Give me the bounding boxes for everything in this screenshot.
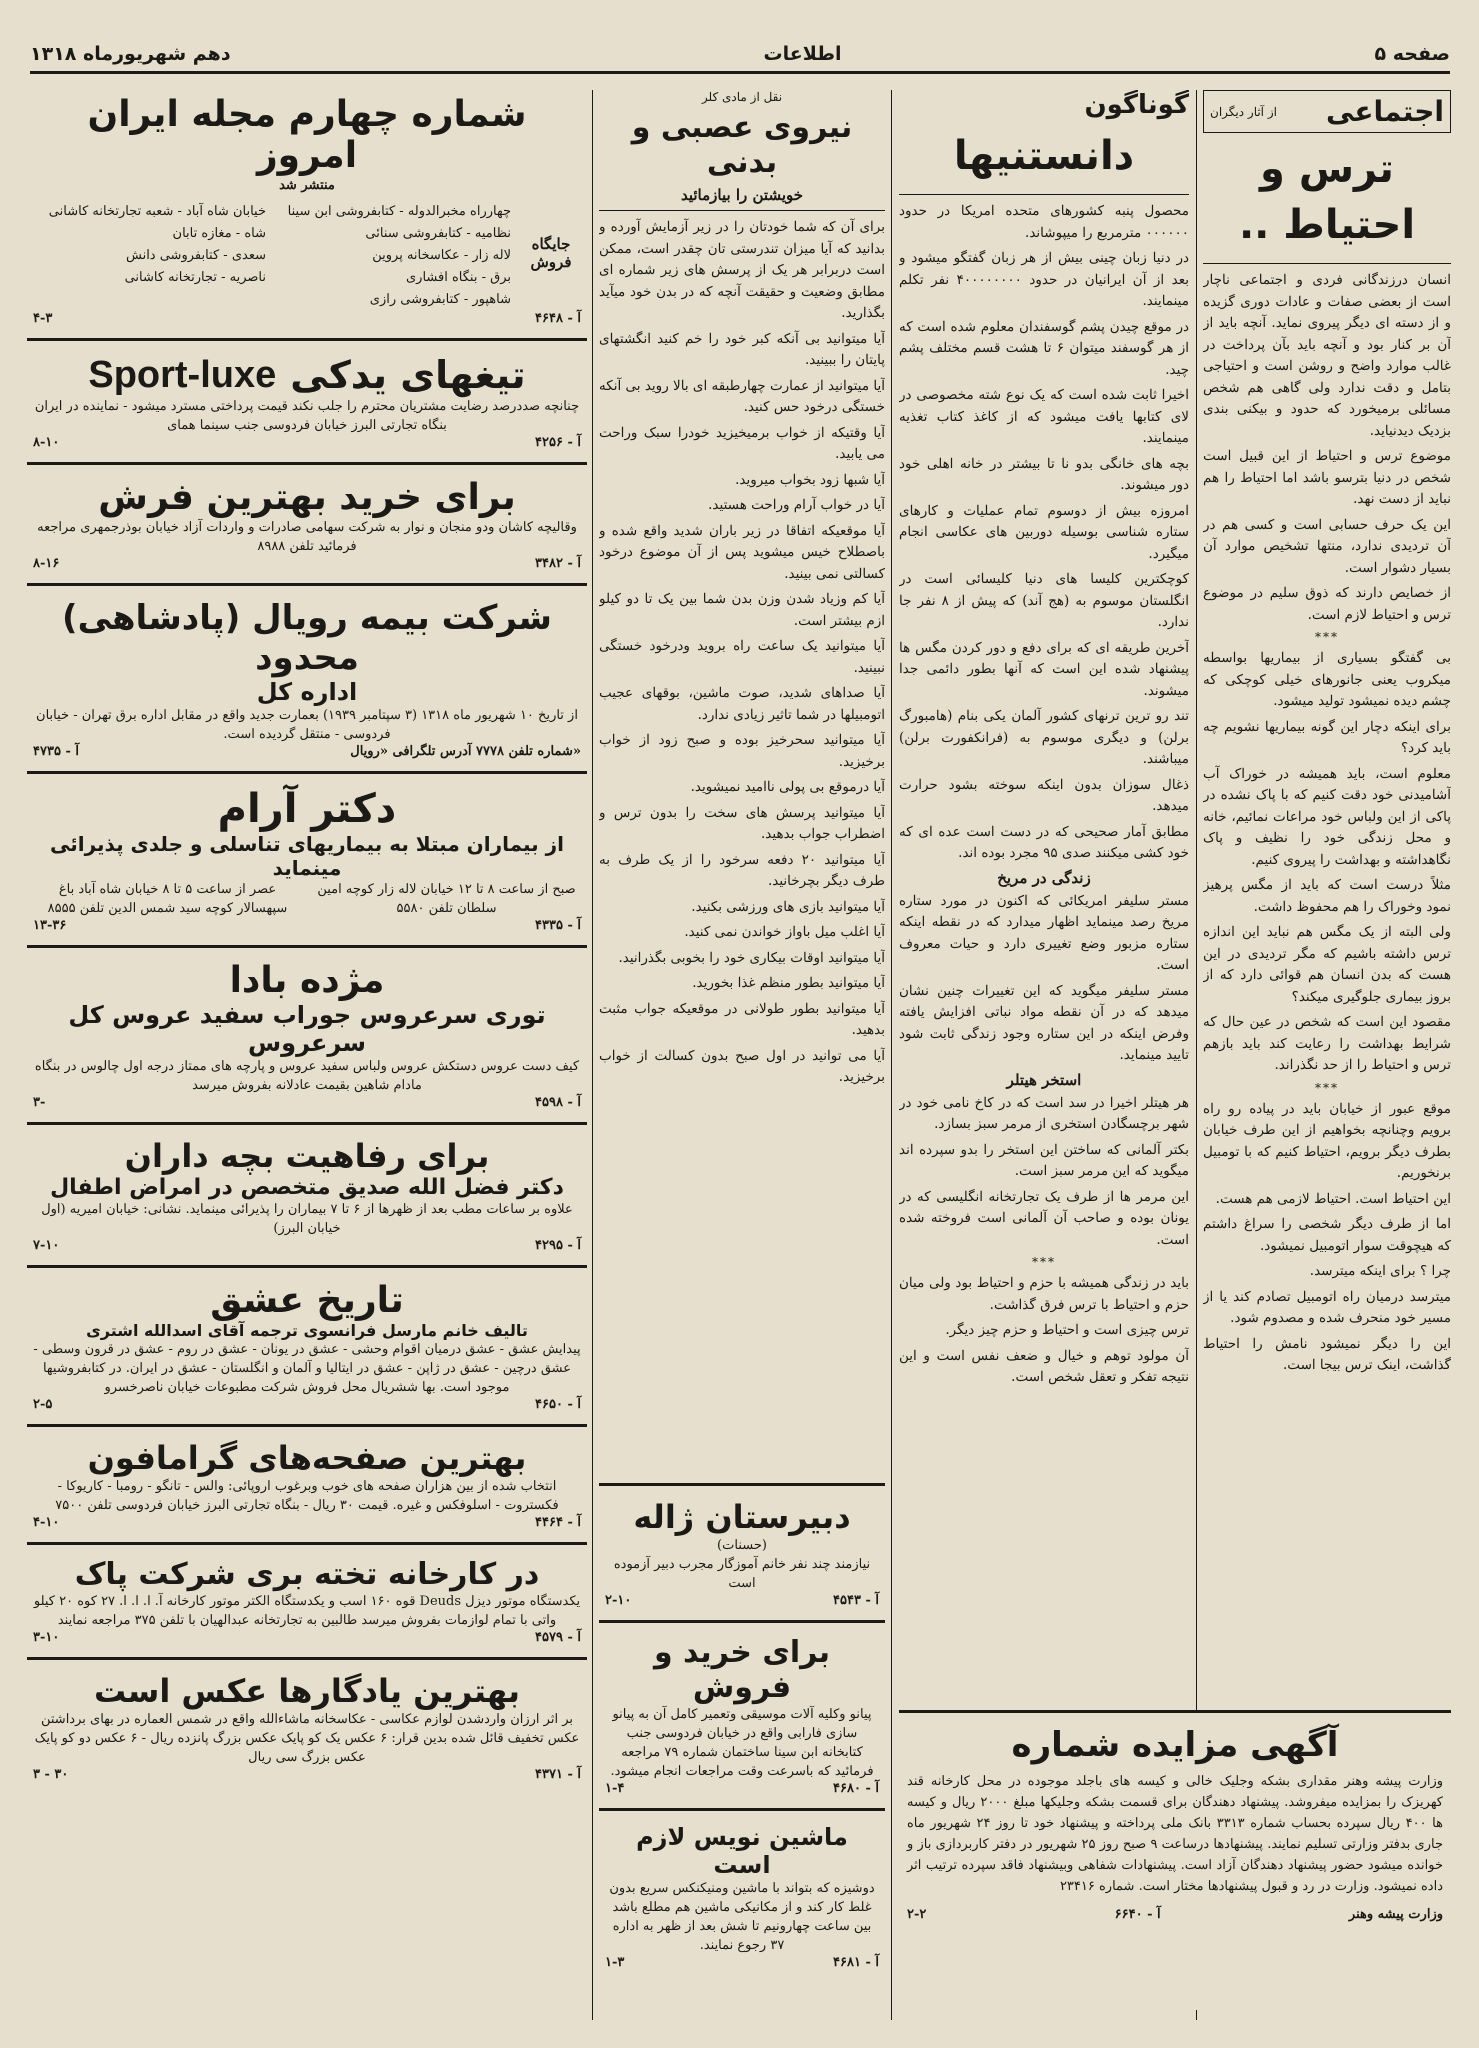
fact-paragraph: آن مولود توهم و خیال و ضعف نفس است و این نتیجه تفکر و تعقل شخص است. xyxy=(899,1347,1189,1385)
article-paragraph: موقع عبور از خیابان باید در پیاده رو راه برویم وچنانچه بخواهیم از این طرف خیابان بطرف دیگر برویم، احتیاط کنیم که با تومبیل برنخوریم. xyxy=(1203,1100,1451,1181)
ad-ref: ۴-۳ xyxy=(33,311,53,326)
ad-text: علاوه بر ساعات مطب بعد از ظهرها از ۶ تا ۷ بیماران را پذیرائی مینماید. نشانی: خیابان امیریه (اول خیابان البرز) xyxy=(41,1202,573,1236)
ad-text: بر اثر ارزان واردشدن لوازم عکاسی - عکاسخانه ماشاءالله واقع در شمس العماره در بهای برداشتن عکس تخفیف قائل شده بدین قرار: ۶ عکس یک کو پایک عکس بزرگ پانزده ریال - ۶ عکس دو کو پایک عکس بزرگ سی ریال xyxy=(34,1712,580,1765)
article-paragraph: بی گفتگو بسیاری از بیماریها بواسطه میکروب یعنی جانورهای خیلی کوچکی که چشم دیده نمیشود تولید میشود. xyxy=(1203,650,1451,709)
fact-paragraph: تند رو ترین ترنهای کشور آلمان یکی بنام (هامبورگ برلن) و دیگری موسوم به (فرانکفورت برلن) میباشند. xyxy=(899,708,1189,767)
masthead xyxy=(30,44,1450,74)
outlet: نظامیه - کتابفروشی سنائی xyxy=(365,226,511,241)
page-label: صفحه ۵ xyxy=(1374,43,1450,65)
ad-ref: ۲-۵ xyxy=(33,1397,53,1412)
outlet: خیابان شاه آباد - شعبه تجارتخانه کاشانی xyxy=(48,204,266,219)
ad-ref: ۲-۱۰ xyxy=(605,1593,632,1608)
auction-code: آ - ۶۶۴۰ xyxy=(1114,1907,1161,1922)
ad-code: آ - ۴۵۹۸ xyxy=(535,1095,581,1110)
ad-code: آ - ۴۲۹۵ xyxy=(535,1238,581,1253)
ad-sport-luxe xyxy=(27,349,587,454)
ad-carpet xyxy=(27,473,587,575)
article-paragraph: مثلاً درست است که باید از مگس پرهیز نمود وخوراک را هم محفوظ داشت. xyxy=(1203,877,1451,915)
fact-paragraph: کوچکترین کلیسا های دنیا کلیسائی است در انگلستان موسوم به (هج آند) که پیش از ۸ نفر جا ندارد. xyxy=(899,571,1189,630)
ad-title: برای رفاهیت بچه داران xyxy=(124,1137,490,1175)
auction-notice xyxy=(899,1710,1451,2010)
ad-title: شرکت بیمه رویال (پادشاهی) محدود xyxy=(62,598,552,678)
question: آیا صداهای شدید، صوت ماشین، بوقهای عجیب اتومبیلها در شما تاثیر زیادی ندارد. xyxy=(599,685,885,723)
question: آیا وقتیکه از خواب برمیخیزید خودرا سبک وراحت می یابید. xyxy=(599,424,885,462)
outlet: سعدی - کتابفروشی دانش xyxy=(126,248,266,263)
question: آیا شبها زود بخواب میروید. xyxy=(735,471,885,488)
ad-code: آ - ۴۲۵۶ xyxy=(535,435,581,450)
article-paragraph: ولی البته از یک مگس هم نباید این اندازه ترس داشته باشیم که مگر تردیدی در این هست که بدن انسان هم قوائی دارد که از بروز بیماری جلوگیری میکند؟ xyxy=(1203,924,1451,1005)
outlet: شاه - مغازه تابان xyxy=(172,226,266,241)
ad-phone: شماره تلفن ۷۷۷۸ آدرس تلگرافی «رویال» xyxy=(350,744,581,759)
fact-paragraph: بچه های خانگی بدو نا تا بیشتر در خانه اهلی خود دور میشوند. xyxy=(899,455,1189,493)
subheading: استخر هیتلر xyxy=(1006,1070,1082,1089)
question: آیا کم وزیاد شدن وزن بدن شما بین یک تا دو کیلو ازم بیشتر است. xyxy=(599,591,885,629)
ad-royal-insurance xyxy=(27,594,587,763)
fact-paragraph: بکتر آلمانی که ساختن این استخر را بدو سپرده اند میگوید که این مرمر سبز است. xyxy=(899,1141,1189,1179)
outlet: شاهپور - کتابفروشی رازی xyxy=(369,292,511,307)
ad-text: یکدستگاه موتور دیزل Deuds قوه ۱۶۰ اسب و یکدستگاه الکتر موتور کارخانه آ. ا. ا. ا. ۲۷ کوه ۲۰ کیلو واتی با تمام لوازمات بفروش میرسد طالبین به تجارتخانه عبدالهیان با تلفن ۳۷۵ مراجعه نمایند xyxy=(33,1594,581,1628)
fact-paragraph: محصول پنبه کشورهای متحده امریکا در حدود ۰۰۰۰۰۰ مترمربع را میپوشاند. xyxy=(899,203,1189,241)
ad-ref: ۱-۴ xyxy=(605,1781,625,1796)
ad-subtitle: دکتر فضل الله صدیق متخصص در امراض اطفال xyxy=(50,1175,564,1200)
quote-source: نقل از مادی کلر xyxy=(701,90,783,104)
fact-paragraph: باید در زندگی همیشه با حزم و احتیاط بود ولی میان حزم و احتیاط با ترس فرق گذاشت. xyxy=(899,1275,1189,1313)
fact-paragraph: مستر سلیفر امریکائی که اکنون در مورد ستاره مریخ رصد مینماید اظهار میدارد که در نقطه اینکه ستاره مزبور وضع تغییری دارد و حیات معروف است. xyxy=(899,892,1189,973)
question: آیا می توانید در اول صبح بدون کسالت از خواب برخیزید. xyxy=(599,1047,885,1085)
outlets-label: جایگاه فروش xyxy=(530,235,572,271)
ad-title: تیغهای یدکی xyxy=(290,353,526,397)
fact-paragraph: امروزه بیش از دوسوم تمام عملیات و کارهای ستاره شناسی بوسیله دوربین های عکاسی انجام میگیرد. xyxy=(899,502,1189,562)
fact-paragraph: در دنیا زبان چینی بیش از هر زبان گفتگو میشود و بعد از آن ایرانیان در حدود ۴۰۰۰۰۰۰۰۰ نفر تکلم مینمایند. xyxy=(899,250,1189,309)
separator-icon: *** xyxy=(1032,1255,1056,1269)
brand-name: Sport-luxe xyxy=(88,353,277,396)
article-paragraph: اما از طرف دیگر شخصی را سراغ داشتم که هیچوقت سوار اتومبیل نمیشود. xyxy=(1203,1216,1451,1254)
ad-code: آ - ۴۶۸۱ xyxy=(833,1955,879,1970)
ad-text: دوشیزه که بتواند با ماشین ومنیکنکس سریع بدون غلط کار کند و از مکانیکی ماشین هم مطلع باشد بین ساعت چهارونیم تا شش بعد از ظهر به اداره ۳۷ رجوع نمایند. xyxy=(609,1881,875,1953)
ad-ref: ۷-۱۰ xyxy=(33,1238,60,1253)
ad-subtitle: تالیف خانم مارسل فرانسوی ترجمه آقای اسدالله اشتری xyxy=(86,1321,528,1340)
fact-paragraph: آخرین طریقه ای که برای دفع و دور کردن مگس ها پیشنهاد شده این است که آنها بطور دائمی جدا میشوند. xyxy=(899,639,1189,699)
ad-title: بهترین یادگارها عکس است xyxy=(93,1672,521,1710)
ad-code: آ - ۳۴۸۲ xyxy=(535,556,581,571)
article-paragraph: انسان درزندگانی فردی و اجتماعی ناچار است از بعضی صفات و عادات دوری گزیده و از دسته ای دیگر پیروی نماید. آنچه باید از آن بر کنار بود و آنچه باید بآن پرداخت در غالب موارد واضح و روشن است و احتیاجی بتامل و دقت ندارد ولی گاهی هم شخص مسائلی برمیخورد که حدود و بیکنی بندی بزدیک دیدنیاید. xyxy=(1203,272,1451,439)
auction-signature: وزارت پیشه وهنر xyxy=(1348,1907,1443,1922)
auction-text: وزارت پیشه وهنر مقداری بشکه وجلیک خالی و کیسه های باجلد موجوده در محل کارخانه قند کهریزک را بمزایده میفروشد. پیشنهاد دهندگان برای قسمت بشکه وجلیکها مبلغ ۲۰۰۰ ریال و کیسه ها ۴۰۰ ریال سپرده بحساب شماره ۳۳۱۳ بانک ملی پرداخته و پیشنهاد خود تا روز ۲۴ شهریور ماه جاری بدفتر وزارتی تسلیم نمایند. پیشنهادها درساعت ۹ صبح روز ۲۵ شهریور در دفتر کاربردازی باز و خوانده میشود حضور پیشنهاد دهندگان آزاد است. پیشنهادات شفاهی وبیشنهاد فاقد سپرده ترتیب اثر داده نمیشود. وزارت در رد و قبول پیشنهادها مختار است. شماره ۲۳۴۱۶ xyxy=(907,1774,1443,1894)
ad-code: آ - ۴۶۴۸ xyxy=(535,311,581,326)
ad-title: شماره چهارم مجله ایران امروز xyxy=(87,94,527,176)
separator-icon: *** xyxy=(1315,630,1339,644)
ad-text: پیانو وکلیه آلات موسیقی وتعمیر کامل آن به پیانو سازی فارابی واقع در خیابان فردوسی جنب کتابخانه ابن سینا ساختمان شماره ۷۹ مراجعه فرمائید که باسرعت وقت مراجعات انجام میشود. xyxy=(610,1707,874,1779)
ad-subtitle: منتشر شد xyxy=(279,178,335,193)
fact-paragraph: مستر سلیفر میگوید که این تغییرات چنین نشان میدهد که در آن نقطه مواد نباتی افزایش یافته وفرض اینکه در این ستاره وجود زندگی ثابت شود تایید مینماید. xyxy=(899,982,1189,1063)
ad-text: وقالیچه کاشان ودو منجان و نوار به شرکت سهامی صادرات و واردات آزاد خیابان بوذرجمهری مراجعه فرمائید تلفن ۸۹۸۸ xyxy=(37,520,577,554)
ad-pak-sawmill xyxy=(27,1553,587,1649)
article-paragraph: معلوم است، باید همیشه در خوراک آب آشامیدنی خود دقت کنیم که با پاک نشده در پاکی از این ولباس خود مراعات نمائیم، خانه و محل زندگی خود را نظیف و پاک نگاهداشته و بهداشت را پیروی کنیم. xyxy=(1203,765,1451,868)
question: آیا میتوانید بطور منظم غذا بخورید. xyxy=(692,975,885,991)
ad-title: برای خرید بهترین فرش xyxy=(98,477,516,518)
ad-hours-morning: صبح از ساعت ۸ تا ۱۲ خیابان لاله زار کوچه امین سلطان تلفن ۵۵۸۰ xyxy=(317,882,576,916)
article-paragraph: برای اینکه دچار این گونه بیماریها نشویم چه باید کرد؟ xyxy=(1203,718,1451,756)
question: آیا میتوانید یک ساعت راه بروید ودرخود خستگی نبینید. xyxy=(599,638,885,676)
column3-ads xyxy=(599,1475,885,2020)
article-paragraph: این احتیاط است. احتیاط لازمی هم هست. xyxy=(1215,1190,1451,1207)
ad-gramophone xyxy=(27,1435,587,1534)
ad-code: آ - ۴۳۷۱ xyxy=(535,1767,581,1782)
issue-date: دهم شهریورماه ۱۳۱۸ xyxy=(30,43,231,65)
outlet: لاله زار - عکاسخانه پروین xyxy=(372,248,511,263)
ad-code: آ - ۴۶۸۰ xyxy=(833,1781,879,1796)
ad-title: دکتر آرام xyxy=(217,786,397,832)
ad-title: بهترین صفحه‌های گرامافون xyxy=(87,1439,527,1477)
article-intro: برای آن که شما خودتان را در زیر آزمایش آورده و بدانید که آیا میزان تندرستی تان چقدر است، ممکن است دربرابر هر یک از پرسش های زیر شماره ای مطابق وضعیت و حقیقت آنچه که در بدن خود میآید بگذارید. xyxy=(599,219,885,321)
ad-text: پیدایش عشق - عشق درمیان اقوام وحشی - عشق در یونان - عشق در روم - عشق در قرون وسطی - عشق درچین - عشق در ژاپن - عشق در ایتالیا و آلمان و انگلستان - عشق در ایران. در کتابفروشیها موجود است. بها ششریال محل فروش شرکت مطبوعات خیابان ناصرخسرو xyxy=(33,1342,581,1395)
auction-ref: ۲-۲ xyxy=(907,1907,927,1922)
article-title: نیروی عصبی و بدنی xyxy=(631,110,853,180)
ad-title: تاریخ عشق xyxy=(210,1280,404,1321)
question: آیا میتوانید بطور طولانی در موقعیکه جواب مثبت بدهید. xyxy=(599,1000,885,1038)
question: آیا میتوانید پرسش های سخت را بدون ترس و اضطراب جواب بدهید. xyxy=(599,804,885,842)
question: آیا میتوانید سحرخیز بوده و صبح زود از خواب برخیزید. xyxy=(599,732,885,770)
ad-code: آ - ۴۵۷۹ xyxy=(535,1630,581,1645)
ad-ref: ۴-۱۰ xyxy=(33,1515,60,1530)
separator-icon: *** xyxy=(1315,1080,1339,1095)
question: آیا موقعیکه اتفاقا در زیر باران شدید واقع شده و باصطلاح خیس میشوید پس از آن موضوع درخود کسالتی نمی بینید. xyxy=(599,522,885,582)
ad-jaleh-school xyxy=(599,1494,885,1612)
ad-subtitle: (حسنات) xyxy=(717,1538,767,1553)
ad-title: مژده بادا xyxy=(229,960,385,1001)
ad-bridal xyxy=(27,956,587,1114)
question: آیا میتوانید از عمارت چهارطبقه ای بالا روید بی آنکه خستگی درخود حس کنید. xyxy=(599,377,885,415)
column-rule xyxy=(592,90,593,2020)
outlet: چهارراه مخبرالدوله - کتابفروشی ابن سینا xyxy=(287,204,511,219)
ad-ref: ۳ - ۳۰ xyxy=(33,1767,69,1782)
ad-text: انتخاب شده از بین هزاران صفحه های خوب وبرغوب اروپائی: والس - تانگو - رومبا - کاریوکا - فکستروت - اسلوفکس و غیره. قیمت ۳۰ ریال - بنگاه تجارتی البرز خیابان فردوسی تلفن ۷۵۰۰ xyxy=(55,1479,559,1513)
ad-text: نیازمند چند نفر خانم آموزگار مجرب دبیر آزموده است xyxy=(613,1557,871,1591)
column-rule xyxy=(891,90,892,2020)
ad-ref: ۳-۱۰ xyxy=(33,1630,60,1645)
ad-code: آ - ۴۶۵۰ xyxy=(535,1397,581,1412)
outlet: ناصریه - تجارتخانه کاشانی xyxy=(124,270,266,285)
ad-title: دبیرستان ژاله xyxy=(633,1498,851,1536)
ad-dr-aram xyxy=(27,782,587,937)
fact-paragraph: مطابق آمار صحیحی که در دست است عده ای که خود کشی میکنند صدی ۹۵ مجرد بوده اند. xyxy=(899,823,1189,861)
ad-ref: ۱۳-۳۶ xyxy=(33,918,67,933)
article-paragraph: از خصایص دارند که ذوق سلیم در موضوع ترس و احتیاط لازم است. xyxy=(1203,585,1451,623)
section-label: گوناگون xyxy=(1084,90,1189,120)
ad-typist xyxy=(599,1819,885,1974)
article-subtitle: خویشتن را بیازمائید xyxy=(680,186,804,204)
question: آیا میتوانید ۲۰ دفعه سرخود را از یک طرف به طرف دیگر بچرخانید. xyxy=(599,851,885,889)
article-paragraph: چرا ؟ برای اینکه میترسد. xyxy=(1309,1263,1451,1279)
fact-paragraph: اخیرا ثابت شده است که یک نوع شته مخصوصی در لای کتابها یافت میشود که از کاغذ کتاب تغذیه مینمایند. xyxy=(899,387,1189,446)
question: آیا میتوانید اوقات بیکاری خود را بخوبی بگذرانید. xyxy=(618,949,885,966)
fact-paragraph: ذغال سوزان بدون اینکه سوخته بشود حرارت میدهد. xyxy=(899,776,1189,814)
question: آیا اغلب میل باواز خواندن نمی کنید. xyxy=(684,924,885,940)
fact-paragraph: در موقع چیدن پشم گوسفندان معلوم شده است که از هر گوسفند میتوان ۶ تا هشت قسم مختلف پشم چید. xyxy=(899,318,1189,378)
ad-ref: ۸-۱۶ xyxy=(33,556,60,571)
question: آیا میتوانید بازی های ورزشی بکنید. xyxy=(691,898,885,915)
question: آیا درموقع بی پولی ناامید نمیشوید. xyxy=(690,779,885,795)
column-advertisements xyxy=(27,90,587,2020)
ad-hours-evening: عصر از ساعت ۵ تا ۸ خیابان شاه آباد باغ سپهسالار کوچه سید شمس الدین تلفن ۸۵۵۵ xyxy=(47,882,288,916)
section-label: اجتماعی xyxy=(1326,95,1444,128)
ad-text: چنانچه صددرصد رضایت مشتریان محترم را جلب نکند قیمت پرداختی مسترد میشود - نماینده در ایران بنگاه تجارتی البرز خیابان فردوسی جنب سینما همای xyxy=(34,399,580,433)
ad-ref: ۳- xyxy=(33,1095,46,1110)
ad-ref: ۱-۳ xyxy=(605,1955,625,1970)
question: آیا در خواب آرام وراحت هستید. xyxy=(708,497,885,513)
ad-title: ماشین نویس لازم است xyxy=(636,1823,848,1879)
byline: از آثار دیگران xyxy=(1210,104,1277,119)
fact-paragraph: این مرمر ها از طرف یک تجارتخانه انگلیسی که در یونان بوده و صاحب آن آلمانی است فروخته شده است. xyxy=(899,1188,1189,1248)
ad-ref: ۸-۱۰ xyxy=(33,435,60,450)
ad-buy-sell xyxy=(599,1631,885,1800)
ad-history-of-love xyxy=(27,1276,587,1416)
ad-subtitle: توری سرعروس جوراب سفید عروس کل سرعروس xyxy=(68,1001,546,1057)
ad-code: آ - ۴۷۳۵ xyxy=(33,744,79,759)
question: آیا میتوانید بی آنکه کبر خود را خم کنید انگشتهای پایتان را ببینید. xyxy=(599,330,885,368)
article-paragraph: این یک حرف حسابی است و کسی هم در آن تردیدی ندارد، منتها تشخیص موارد آن بسیار دشوار است. xyxy=(1203,516,1451,576)
ad-iran-emrooz xyxy=(27,90,587,330)
ad-photo-studio xyxy=(27,1668,587,1786)
ad-subtitle: از بیماران مبتلا به بیماریهای تناسلی و جلدی پذیرائی مینماید xyxy=(49,832,565,880)
subheading: زندگی در مریخ xyxy=(997,868,1091,887)
outlet: برق - بنگاه افشاری xyxy=(406,270,511,285)
ad-text: کیف دست عروس دستکش عروس ولباس سفید عروس و پارچه های ممتاز درجه اول چالوس در بنگاه مادام شاهین بقیمت عادلانه بفروش میرسد xyxy=(34,1059,580,1093)
article-paragraph: این را دیگر نمیشود نامش را احتیاط گذاشت، اینک ترس بیجا است. xyxy=(1203,1335,1451,1373)
ad-pediatrician xyxy=(27,1133,587,1257)
ad-code: آ - ۴۳۳۵ xyxy=(535,918,581,933)
paper-name: اطلاعات xyxy=(763,43,842,65)
article-paragraph: مقصود این است که شخص در عین حال که شرایط بهداشت را رعایت کند باید بازهم ترس و احتیاط را از حد نگذراند. xyxy=(1203,1014,1451,1073)
ad-title: در کارخانه تخته بری شرکت پاک xyxy=(74,1557,540,1592)
ad-text: از تاریخ ۱۰ شهریور ماه ۱۳۱۸ (۳ سپتامبر ۱۹۳۹) بعمارت جدید واقع در مقابل اداره برق تهران - خیابان فردوسی - منتقل گردیده است. xyxy=(36,708,578,742)
fact-paragraph: هر هیتلر اخیرا در سد است که در کاخ نامی خود در شهر برچسگادن استخری از مرمر سبز بسازد. xyxy=(899,1094,1189,1132)
article-paragraph: میترسد درمیان راه اتومبیل تصادم کند یا از مسیر خود منحرف شده و مصدوم شود. xyxy=(1203,1288,1451,1326)
article-paragraph: موضوع ترس و احتیاط از این قبیل است شخص در دنیا بترسو باشد اما احتیاط را هم نباید از دست نهد. xyxy=(1203,448,1451,507)
ad-code: آ - ۴۴۶۴ xyxy=(535,1515,581,1530)
fact-paragraph: ترس چیزی است و احتیاط و حزم چیز دیگر. xyxy=(945,1322,1189,1338)
auction-title: آگهی مزایده شماره xyxy=(1011,1725,1339,1765)
ad-title: برای خرید و فروش xyxy=(653,1635,831,1705)
article-title: ترس و احتیاط .. xyxy=(1238,146,1416,248)
ad-subtitle: اداره کل xyxy=(256,678,358,706)
article-title: دانستنیها xyxy=(953,133,1135,179)
ad-code: آ - ۴۵۴۳ xyxy=(833,1593,879,1608)
